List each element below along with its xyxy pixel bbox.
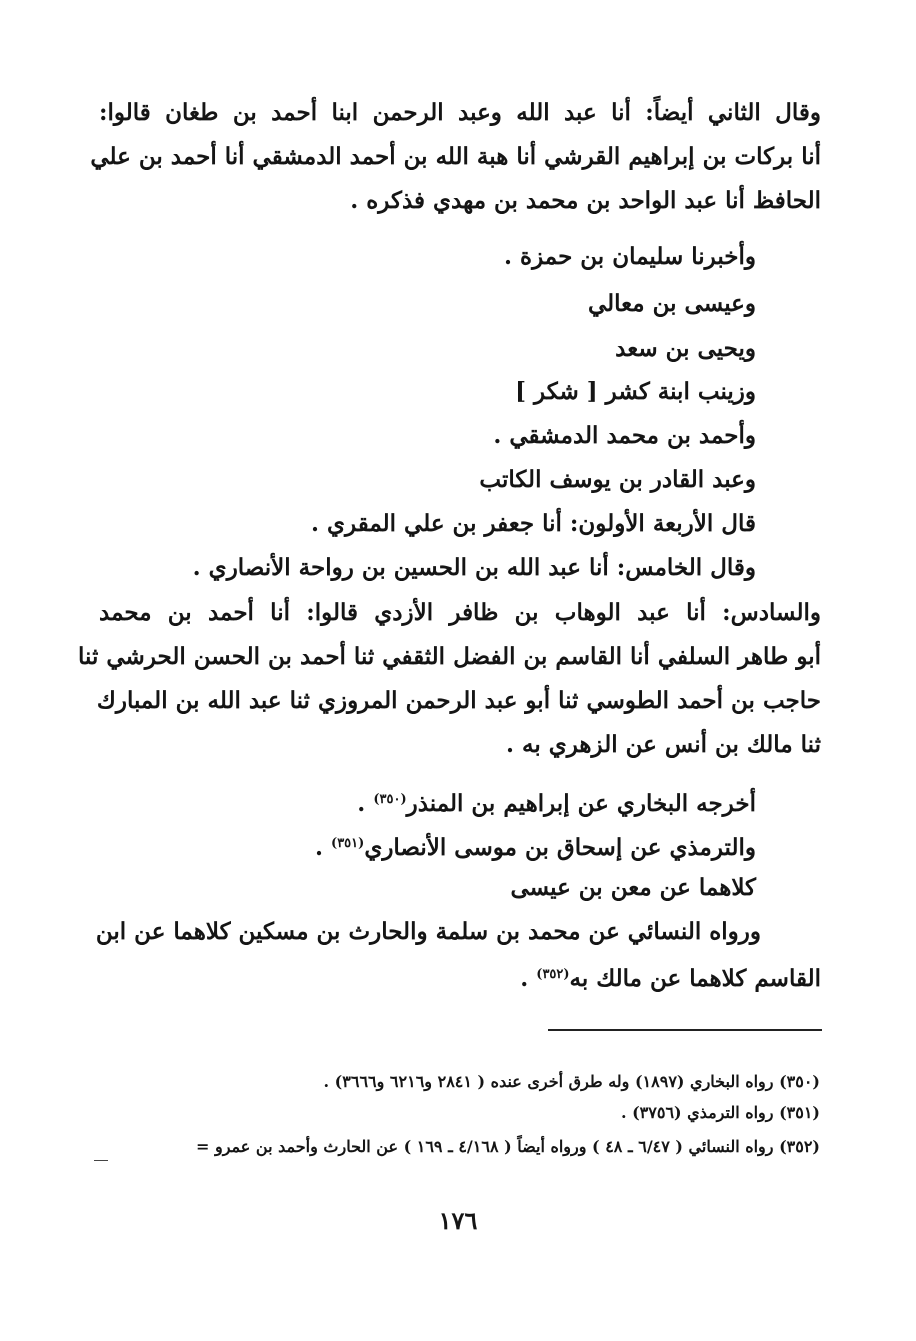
text-line-10: قال الأربعة الأولون: أنا جعفر بن علي المقري .	[311, 510, 756, 537]
text-line-12: والسادس: أنا عبد الوهاب بن ظافر الأزدي قالوا: أنا أحمد بن محمد	[99, 599, 821, 626]
text-line-2: أنا بركات بن إبراهيم القرشي أنا هبة الله بن أحمد الدمشقي أنا أحمد بن علي	[90, 143, 821, 170]
text-line-3: الحافظ أنا عبد الواحد بن محمد بن مهدي فذكره .	[350, 187, 821, 214]
text-line-15: ثنا مالك بن أنس عن الزهري به .	[505, 731, 821, 758]
text-line-16	[357, 783, 756, 821]
text-line-7: وزينب ابنة كشر [ شكر ]	[515, 378, 756, 405]
text-line-4: وأخبرنا سليمان بن حمزة .	[504, 243, 756, 270]
text-line-20-body: القاسم كلاهما عن مالك به	[569, 965, 821, 992]
period: .	[315, 834, 324, 861]
period: .	[357, 790, 366, 817]
text-line-17	[315, 827, 756, 865]
text-line-5: وعيسى بن معالي	[588, 290, 756, 317]
text-line-14: حاجب بن أحمد الطوسي ثنا أبو عبد الرحمن المروزي ثنا عبد الله بن المبارك	[96, 687, 821, 714]
text-line-17-body: والترمذي عن إسحاق بن موسى الأنصاري	[364, 834, 756, 861]
text-line-8: وأحمد بن محمد الدمشقي .	[493, 422, 756, 449]
text-line-16-body: أخرجه البخاري عن إبراهيم بن المنذر	[406, 790, 756, 817]
text-line-20	[520, 958, 821, 996]
footnote-separator	[548, 1029, 822, 1031]
text-line-11: وقال الخامس: أنا عبد الله بن الحسين بن رواحة الأنصاري .	[192, 554, 756, 581]
period: .	[520, 965, 529, 992]
footnote-ref-351: (٣٥١)	[331, 836, 365, 851]
footnote-ref-352: (٣٥٢)	[536, 967, 570, 982]
footnote-ref-350: (٣٥٠)	[373, 792, 407, 807]
text-line-13: أبو طاهر السلفي أنا القاسم بن الفضل الثقفي ثنا أحمد بن الحسن الحرشي ثنا	[78, 643, 821, 670]
text-line-1: وقال الثاني أيضاً: أنا عبد الله وعبد الرحمن ابنا أحمد بن طغان قالوا:	[99, 99, 821, 126]
text-line-9: وعبد القادر بن يوسف الكاتب	[479, 466, 756, 493]
footnote-350: (٣٥٠) رواه البخاري (١٨٩٧) وله طرق أخرى عنده ( ٢٨٤١ و٦٢١٦ و٣٦٦٦) .	[323, 1072, 820, 1091]
text-line-18: كلاهما عن معن بن عيسى	[510, 874, 756, 901]
continuation-mark	[94, 1160, 108, 1161]
footnote-352: (٣٥٢) رواه النسائي ( ٦/٤٧ ـ ٤٨ ) ورواه أيضاً ( ٤/١٦٨ ـ ١٦٩ ) عن الحارث وأحمد بن عمرو =	[196, 1137, 820, 1156]
text-line-19: ورواه النسائي عن محمد بن سلمة والحارث بن مسكين كلاهما عن ابن	[95, 918, 761, 945]
footnote-351: (٣٥١) رواه الترمذي (٣٧٥٦) .	[620, 1103, 820, 1122]
text-line-6: ويحيى بن سعد	[615, 335, 756, 362]
page-number: ١٧٦	[438, 1206, 478, 1235]
